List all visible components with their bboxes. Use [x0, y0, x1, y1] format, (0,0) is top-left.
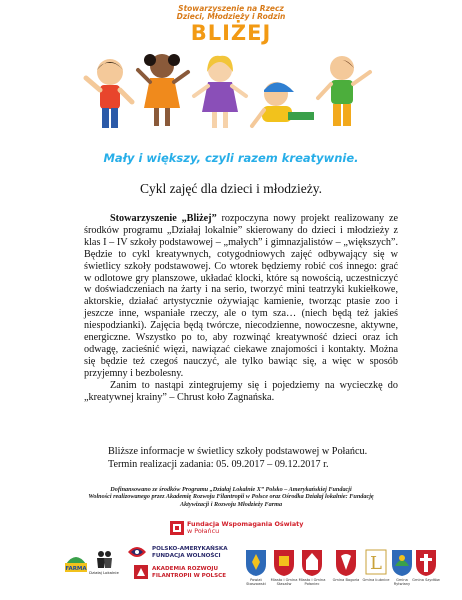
paragraph-2: Zanim to nastąpi zintegrujemy się i pojedziemy na wycieczkę do „kreatywnej krainy” – Chrust koło Zagnańska.	[84, 379, 398, 403]
crest-label: Miasto i Gmina Połaniec	[298, 578, 326, 586]
pafw-logo-icon	[126, 544, 148, 560]
crest-rytwiany-icon	[390, 548, 414, 577]
paragraph-1-text: rozpoczyna nowy projekt realizowany ze środków programu „Działaj lokalnie” skierowany do dzieci i młodzieży z klas I – IV szkoły podstawowej – „małych” i gimnazjalistów – „większych”. Będzie to cykl kreatywnych, cotygodniowych zajęć odbywający się w świetlicy szkoły podstawowej. Co wtorek będziemy robić coś innego: grać w odlotowe gry planszowe, układać klocki, które są nowością, uczestniczyć w doświadczeniach na żarty i na serio, tworzyć mini teatrzyki kukiełkowe, aktorskie, działać artystycznie ożywiając kamienie, tworząc ptasie zoo i jeszcze inne, wspaniałe rzeczy, ale o tym sza… (niech będą też jakieś niespodzianki). Zajęcia będą twórcze, niecodzienne, nowoczesne, aktywne, energiczne. Wszystko po to, aby rozwinąć kreatywność dzieci oraz ich odwagę, zacieśnić więzi, nawiązać ciekawe znajomości i kontakty. Można się będzie też czegoś nauczyć, ale tylko bawiąc się, a więc w sposób przyjemny i bezbolesny.	[84, 213, 398, 379]
fwop-logo-icon	[170, 521, 184, 535]
crest-lubnice-icon	[364, 548, 388, 577]
crest-label: Gmina Bogoria	[332, 578, 360, 582]
farma-logo-icon	[62, 548, 90, 574]
child-figure-3	[194, 56, 246, 128]
subtitle: Cykl zajęć dla dzieci i młodzieży.	[139, 181, 323, 196]
funding-note	[0, 486, 462, 508]
fwop-name	[187, 521, 303, 535]
crest-polaniec-icon	[300, 548, 324, 577]
svg-text:L: L	[370, 553, 382, 574]
child-figure-1	[86, 59, 132, 128]
crest-bogoria-icon	[334, 548, 358, 577]
paragraph-1	[84, 213, 398, 380]
funding-line-3: Aktywizacji i Rozwoju Młodzieży Farma	[179, 500, 283, 508]
dzialaj-lokalnie-text: Działaj Lokalnie	[89, 570, 119, 575]
date-line: Termin realizacji zadania: 05. 09.2017 – 09.12.2017 r.	[108, 459, 329, 470]
child-figure-5	[318, 56, 370, 126]
fwop-name-line2: w Połańcu	[187, 527, 220, 535]
crest-label: Powiat Staszowski	[246, 578, 266, 586]
body-text	[84, 213, 398, 404]
arfp-name-line1: AKADEMIA ROZWOJU	[152, 566, 219, 572]
child-figure-2	[138, 54, 188, 126]
crest-label: Gmina Łubnice	[362, 578, 390, 582]
farma-logo-text: FARMA	[65, 566, 87, 572]
org-name-line2: Dzieci, Młodzieży i Rodzin	[176, 12, 286, 21]
slogan: Mały i większy, czyli razem kreatywnie.	[103, 151, 359, 165]
org-name-line1: Stowarzyszenie na Rzecz	[178, 4, 284, 13]
crest-label: Gmina Rytwiany	[393, 578, 411, 586]
org-name-bold: Stowarzyszenie „Bliżej”	[110, 213, 217, 224]
pafw-name-line2: FUNDACJA WOLNOŚCI	[152, 553, 221, 559]
arfp-logo-icon	[134, 565, 148, 579]
crest-label: Gmina Szydłów	[412, 578, 440, 582]
crest-label: Miasto i Gmina Staszów	[270, 578, 298, 586]
dzialaj-lokalnie-logo-icon	[89, 548, 119, 576]
funding-line-1: Dofinansowano ze środków Programu „Działaj Lokalnie X” Polsko – Amerykańskiej Fundacji	[110, 486, 352, 493]
arfp-name	[152, 566, 226, 580]
children-illustration	[80, 50, 390, 142]
arfp-name-line2: FILANTROPII W POLSCE	[152, 573, 227, 579]
info-line: Bliższe informacje w świetlicy szkoły podstawowej w Połańcu.	[108, 446, 368, 457]
pafw-name-line1: POLSKO-AMERYKAŃSKA	[152, 546, 228, 552]
crest-powiat-staszowski-icon	[244, 548, 268, 577]
crest-szydlow-icon	[414, 548, 438, 577]
brand-logo-text: BLIŻEJ	[190, 21, 272, 45]
fwop-name-line1: Fundacja Wspomagania Oświaty	[187, 520, 304, 528]
child-figure-4	[252, 82, 314, 126]
funding-line-2: Wolności realizowanego przez Akademię Rozwoju Filantropii w Polsce oraz Ośrodka Działaj lokalnie: Fundację	[88, 493, 374, 501]
pafw-name	[152, 546, 228, 560]
crest-staszow-icon	[272, 548, 296, 577]
